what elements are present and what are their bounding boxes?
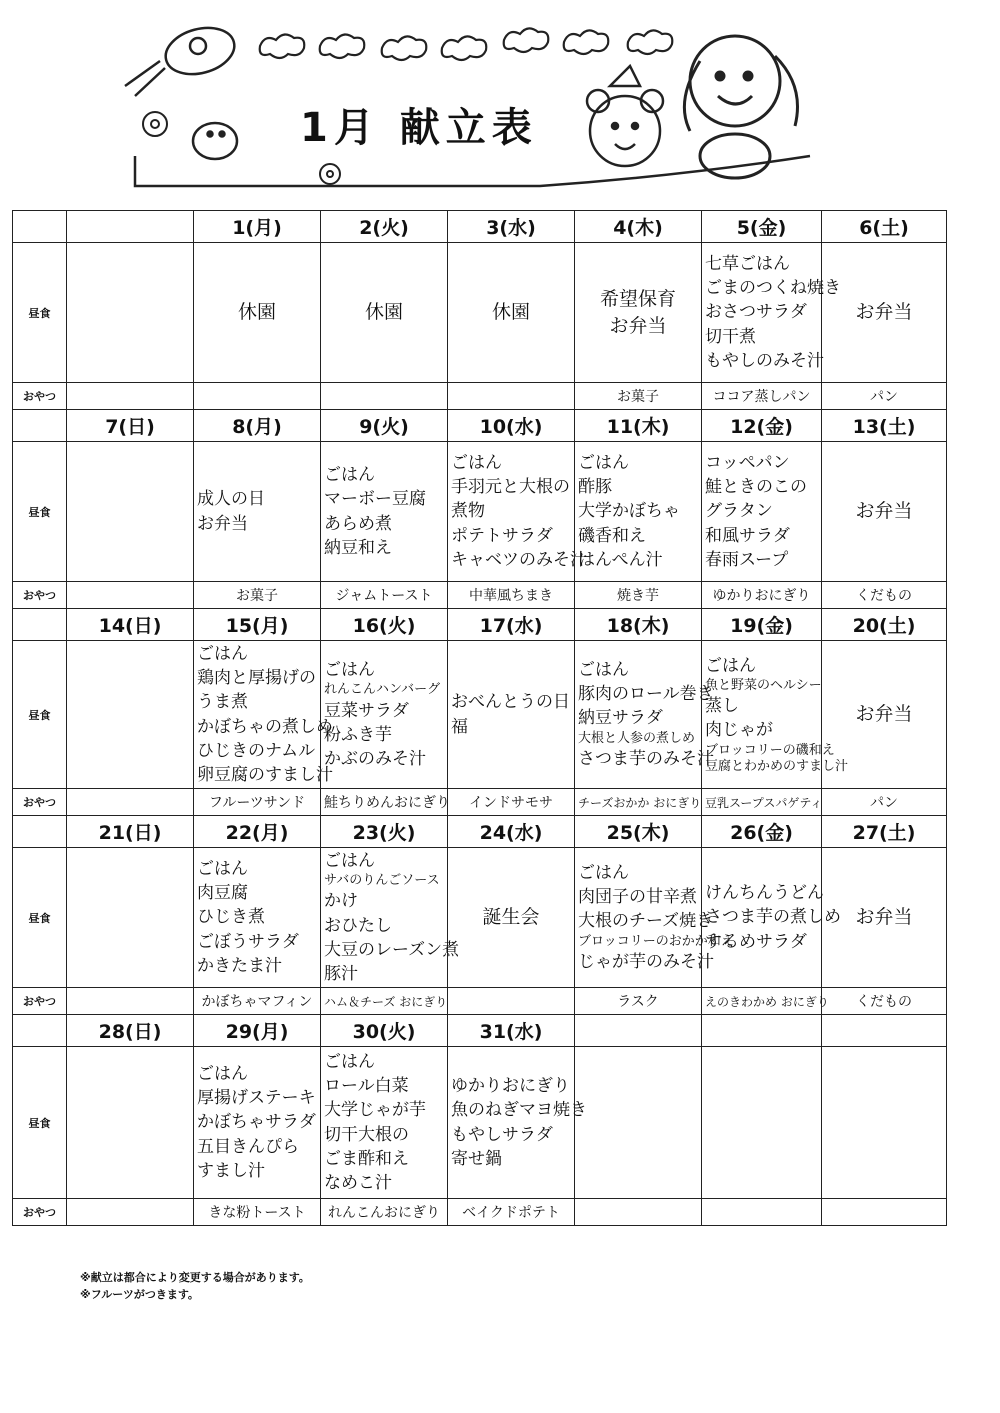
menu-item: ひじきのナムル (197, 740, 316, 761)
menu-item: 福 (451, 716, 468, 737)
note-line: ※フルーツがつきます。 (80, 1287, 199, 1301)
snack-cell: えのきわかめ おにぎり (702, 988, 822, 1015)
lunch-label: 昼食 (13, 848, 67, 988)
lunch-cell (321, 1047, 448, 1199)
menu-item: 肉豆腐 (197, 883, 248, 904)
date-header: 12(金) (702, 410, 822, 442)
snack-cell (448, 383, 575, 410)
snack-row (13, 383, 947, 410)
menu-item: 誕生会 (482, 906, 540, 929)
lunch-cell (822, 243, 947, 383)
lunch-label: 昼食 (13, 243, 67, 383)
menu-item: 厚揚げステーキ (197, 1088, 316, 1109)
date-header: 18(木) (575, 609, 702, 641)
date-header: 1(月) (194, 211, 321, 243)
snack-row (13, 789, 947, 816)
date-header (702, 1015, 822, 1047)
row-label-empty (13, 609, 67, 641)
menu-item: 休園 (364, 301, 403, 324)
menu-item: 魚のねぎマヨ焼き (451, 1100, 587, 1121)
lunch-cell (321, 848, 460, 988)
date-header: 2(火) (321, 211, 448, 243)
menu-item: コッペパン (705, 453, 790, 474)
date-header: 7(日) (67, 410, 194, 442)
lunch-cell (448, 243, 575, 383)
menu-item: 煮物 (451, 501, 485, 522)
date-header: 21(日) (67, 816, 194, 848)
lunch-cell (448, 641, 575, 789)
lunch-cell (448, 442, 587, 582)
menu-item: ごはん (324, 1052, 375, 1073)
date-header: 28(日) (67, 1015, 194, 1047)
snack-label: おやつ (13, 988, 67, 1015)
menu-item: 鶏肉と厚揚げの (197, 668, 316, 689)
lunch-cell (194, 243, 321, 383)
menu-item: ごはん (451, 453, 502, 474)
menu-item: お弁当 (855, 906, 913, 929)
menu-item: ごはん (578, 660, 629, 681)
menu-item: かぼちゃの煮しめ (197, 716, 333, 737)
menu-item: 手羽元と大根の (451, 477, 570, 498)
date-header: 5(金) (702, 211, 822, 243)
menu-item: 五目きんぴら (197, 1136, 299, 1157)
date-header: 10(水) (448, 410, 575, 442)
date-header: 9(火) (321, 410, 448, 442)
menu-item: ごま酢和え (324, 1148, 409, 1169)
snack-cell (702, 1199, 822, 1226)
date-header: 16(火) (321, 609, 448, 641)
menu-item: おひたし (324, 915, 392, 936)
snack-cell (67, 1199, 194, 1226)
menu-item: 粉ふき芋 (324, 724, 392, 745)
lunch-cell (67, 442, 194, 582)
snack-cell (321, 383, 448, 410)
snack-cell: ゆかりおにぎり (702, 582, 822, 609)
bird-icon (193, 123, 237, 159)
lunch-cell (702, 1047, 822, 1199)
lunch-label: 昼食 (13, 641, 67, 789)
lunch-cell (194, 848, 321, 988)
menu-item: 希望保育 (599, 287, 676, 310)
menu-item: 酢豚 (578, 477, 612, 498)
menu-item: 鮭ときのこの (705, 477, 807, 498)
snack-row (13, 988, 947, 1015)
cloud-decoration (260, 28, 673, 60)
lunch-label: 昼食 (13, 1047, 67, 1199)
menu-item: ゆかりおにぎり (451, 1076, 570, 1097)
menu-item: あらめ煮 (324, 513, 392, 534)
menu-item: お弁当 (855, 500, 913, 523)
date-header: 17(水) (448, 609, 575, 641)
menu-item: 成人の日 (197, 489, 265, 510)
menu-item: キャベツのみそ汁 (451, 549, 587, 570)
date-header (822, 1015, 947, 1047)
lunch-cell (448, 848, 575, 988)
date-header: 14(日) (67, 609, 194, 641)
menu-item: ごはん (197, 644, 248, 665)
snack-cell: ジャムトースト (321, 582, 448, 609)
lunch-cell (702, 848, 841, 988)
menu-item: 納豆サラダ (578, 708, 663, 729)
menu-item: ひじき煮 (197, 907, 265, 928)
snack-row (13, 1199, 947, 1226)
menu-item: けんちんうどん (705, 883, 824, 904)
lunch-cell (575, 848, 734, 988)
menu-item: 大豆のレーズン煮 (324, 939, 460, 960)
menu-item: 魚と野菜のヘルシー (705, 678, 822, 694)
lunch-row (13, 1047, 947, 1199)
menu-item: れんこんハンバーグ (324, 682, 441, 698)
snack-cell: くだもの (822, 988, 947, 1015)
lunch-cell (194, 641, 333, 789)
menu-item: 豚汁 (324, 963, 358, 984)
date-header: 19(金) (702, 609, 822, 641)
lunch-cell (67, 1047, 194, 1199)
menu-item: 七草ごはん (705, 254, 790, 275)
snack-cell: ハム＆チーズ おにぎり (321, 988, 448, 1015)
lunch-cell (822, 1047, 947, 1199)
snack-cell: きな粉トースト (194, 1199, 321, 1226)
menu-item: 和風サラダ (705, 525, 790, 546)
lunch-cell (702, 442, 822, 582)
menu-item: 春雨スープ (705, 549, 789, 570)
lunch-cell (321, 243, 448, 383)
date-header: 8(月) (194, 410, 321, 442)
snack-cell: パン (822, 789, 947, 816)
menu-item: するめサラダ (705, 931, 807, 952)
snack-cell: フルーツサンド (194, 789, 321, 816)
date-header: 31(水) (448, 1015, 575, 1047)
menu-item: じゃが芋のみそ汁 (578, 951, 714, 972)
menu-item: はんぺん汁 (578, 549, 663, 570)
snack-label: おやつ (13, 383, 67, 410)
lunch-cell (702, 243, 841, 383)
menu-item: 寄せ鍋 (451, 1148, 502, 1169)
menu-item: 豚肉のロール巻き (578, 684, 714, 705)
date-header: 13(土) (822, 410, 947, 442)
menu-item: ごはん (705, 655, 756, 676)
menu-item: ブロッコリーの磯和え (705, 742, 835, 758)
menu-item: ポテトサラダ (451, 525, 553, 546)
menu-item: なめこ汁 (324, 1172, 392, 1193)
row-label-empty (13, 1015, 67, 1047)
snack-label: おやつ (13, 1199, 67, 1226)
lunch-cell (575, 442, 702, 582)
menu-item: お弁当 (609, 314, 667, 337)
snack-cell (67, 383, 194, 410)
menu-item: 磯香和え (578, 525, 646, 546)
lunch-cell (702, 641, 849, 789)
snack-label: おやつ (13, 582, 67, 609)
menu-item: ごはん (324, 851, 375, 872)
date-header (67, 211, 194, 243)
snack-cell: ココア蒸しパン (702, 383, 822, 410)
menu-item: 納豆和え (324, 537, 392, 558)
lunch-row (13, 848, 947, 988)
date-header (575, 1015, 702, 1047)
snack-cell: 鮭ちりめんおにぎり (321, 789, 448, 816)
dog-character-icon (684, 36, 797, 178)
menu-item: ごぼうサラダ (197, 931, 299, 952)
date-row (13, 1015, 947, 1047)
lunch-cell (67, 243, 194, 383)
date-header: 3(水) (448, 211, 575, 243)
date-header: 20(土) (822, 609, 947, 641)
lunch-cell (194, 1047, 321, 1199)
lunch-cell (67, 641, 194, 789)
menu-item: かけ (324, 891, 358, 912)
menu-item: サバのりんごソース (324, 873, 440, 889)
snack-label: おやつ (13, 789, 67, 816)
lunch-cell (321, 442, 448, 582)
snack-cell: かぼちゃマフィン (194, 988, 321, 1015)
menu-item: おべんとうの日 (451, 692, 570, 713)
date-header: 22(月) (194, 816, 321, 848)
snack-cell: チーズおかか おにぎり (575, 789, 702, 816)
bear-character-icon (587, 66, 663, 166)
lunch-cell (321, 641, 448, 789)
menu-item: もやしサラダ (451, 1124, 553, 1145)
menu-item: 大学かぼちゃ (578, 501, 680, 522)
row-label-empty (13, 211, 67, 243)
menu-item: ロール白菜 (324, 1076, 409, 1097)
menu-item: お弁当 (197, 513, 248, 534)
menu-table (12, 210, 947, 1226)
lunch-row (13, 442, 947, 582)
menu-item: ブロッコリーのおかか和え (578, 933, 734, 949)
menu-item: うま煮 (197, 692, 248, 713)
lunch-cell (67, 848, 194, 988)
snack-cell (67, 988, 194, 1015)
snack-cell (67, 789, 194, 816)
menu-item: 蒸し (705, 696, 739, 717)
snack-row (13, 582, 947, 609)
menu-item: ごはん (197, 859, 248, 880)
snack-cell (448, 988, 575, 1015)
date-row (13, 609, 947, 641)
menu-item: 肉じゃが (705, 720, 773, 741)
menu-item: もやしのみそ汁 (705, 350, 824, 371)
menu-item: ごまのつくね焼き (705, 278, 841, 299)
menu-item: グラタン (705, 501, 773, 522)
snack-cell: くだもの (822, 582, 947, 609)
snack-cell (194, 383, 321, 410)
lunch-cell (575, 641, 714, 789)
menu-item: さつま芋のみそ汁 (578, 748, 714, 769)
lunch-cell (194, 442, 321, 582)
menu-item: 切干大根の (324, 1124, 409, 1145)
lunch-cell (822, 442, 947, 582)
date-header: 26(金) (702, 816, 822, 848)
snack-cell: パン (822, 383, 947, 410)
date-header: 6(土) (822, 211, 947, 243)
menu-item: ごはん (197, 1064, 248, 1085)
menu-item: 大根のチーズ焼き (578, 911, 714, 932)
row-label-empty (13, 410, 67, 442)
menu-item: かぶのみそ汁 (324, 748, 426, 769)
notes (80, 1270, 310, 1303)
menu-item: 卵豆腐のすまし汁 (197, 764, 333, 785)
row-label-empty (13, 816, 67, 848)
menu-item: 切干煮 (705, 326, 756, 347)
menu-item: 大根と人参の煮しめ (578, 730, 696, 746)
snack-cell: 焼き芋 (575, 582, 702, 609)
lunch-cell (575, 243, 702, 383)
snack-cell (822, 1199, 947, 1226)
note-line: ※献立は都合により変更する場合があります。 (80, 1271, 310, 1284)
lunch-cell (575, 1047, 702, 1199)
lunch-label: 昼食 (13, 442, 67, 582)
menu-item: ごはん (324, 465, 375, 486)
date-header: 30(火) (321, 1015, 448, 1047)
menu-item: ごはん (578, 453, 629, 474)
snack-cell: ラスク (575, 988, 702, 1015)
menu-item: ごはん (578, 863, 629, 884)
menu-item: すまし汁 (197, 1160, 265, 1181)
date-header: 27(土) (822, 816, 947, 848)
menu-item: 豆菜サラダ (324, 700, 409, 721)
lunch-row (13, 641, 947, 789)
menu-item: 大学じゃが芋 (324, 1100, 426, 1121)
snack-cell (575, 1199, 702, 1226)
menu-item: マーボー豆腐 (324, 489, 426, 510)
menu-item: おさつサラダ (705, 302, 807, 323)
snack-cell: ベイクドポテト (448, 1199, 575, 1226)
menu-item: ごはん (324, 660, 375, 681)
date-header: 29(月) (194, 1015, 321, 1047)
menu-item: 豆腐とわかめのすまし汁 (705, 758, 849, 774)
lunch-row (13, 243, 947, 383)
menu-item: お弁当 (855, 301, 913, 324)
menu-item: 休園 (237, 301, 276, 324)
kite-character-icon (125, 21, 240, 96)
lunch-cell (448, 1047, 587, 1199)
date-header: 15(月) (194, 609, 321, 641)
date-header: 24(水) (448, 816, 575, 848)
snack-cell: 豆乳スープスパゲティ (702, 789, 822, 816)
menu-item: 肉団子の甘辛煮 (578, 887, 697, 908)
snack-cell: れんこんおにぎり (321, 1199, 448, 1226)
date-header: 4(木) (575, 211, 702, 243)
menu-item: お弁当 (855, 703, 913, 726)
menu-item: 休園 (491, 301, 530, 324)
menu-item: かきたま汁 (197, 955, 282, 976)
snack-cell: お菓子 (194, 582, 321, 609)
menu-item: かぼちゃサラダ (197, 1112, 316, 1133)
page-title: 1月 献立表 (300, 105, 538, 151)
snack-cell: 中華風ちまき (448, 582, 575, 609)
snack-cell (67, 582, 194, 609)
snack-cell: お菓子 (575, 383, 702, 410)
date-row (13, 816, 947, 848)
date-row (13, 410, 947, 442)
date-header: 11(木) (575, 410, 702, 442)
menu-item: さつま芋の煮しめ (705, 907, 841, 928)
date-header: 25(木) (575, 816, 702, 848)
date-header: 23(火) (321, 816, 448, 848)
snack-cell: インドサモサ (448, 789, 575, 816)
date-row (13, 211, 947, 243)
